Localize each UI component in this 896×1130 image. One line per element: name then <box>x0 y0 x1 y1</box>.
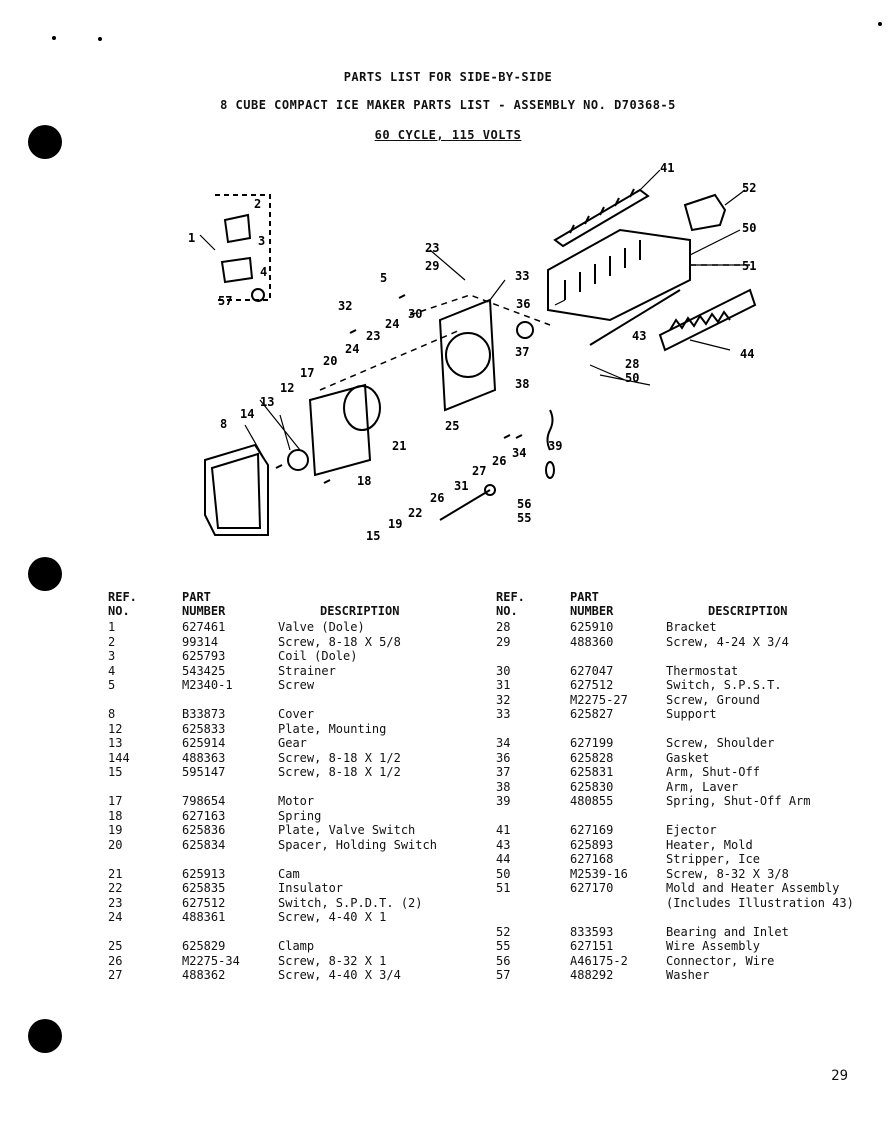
part-number-cell: 798654 <box>182 794 226 808</box>
ref-header: REF. <box>108 590 137 604</box>
part-number-cell: 627169 <box>570 823 614 837</box>
ref-cell: 1 <box>108 620 116 634</box>
page-number: 29 <box>831 1068 848 1084</box>
mold-assembly-part <box>548 230 690 320</box>
row-gap <box>496 809 876 824</box>
table-row <box>108 794 488 809</box>
table-row <box>108 910 488 925</box>
callout: 57 <box>218 294 233 308</box>
ref-cell: 8 <box>108 707 116 721</box>
part-number-cell: 625828 <box>570 750 614 765</box>
description-cell: Cover <box>278 707 315 721</box>
table-row <box>496 925 876 940</box>
ref-cell: 24 <box>108 910 123 924</box>
part-number-cell: 480855 <box>570 794 614 808</box>
ref-cell: 20 <box>108 837 123 852</box>
description-cell: Washer <box>666 968 710 982</box>
callout: 55 <box>517 511 532 525</box>
description-cell: (Includes Illustration 43) <box>666 895 854 910</box>
ref-cell: 32 <box>496 692 511 707</box>
ref-cell: 22 <box>108 881 123 895</box>
table-row <box>108 736 488 751</box>
description-cell: Arm, Shut-Off <box>666 765 760 779</box>
table-row <box>496 823 876 838</box>
row-gap <box>496 722 876 737</box>
table-row <box>108 649 488 664</box>
callout: 4 <box>260 265 268 279</box>
ref-cell: 38 <box>496 779 511 794</box>
callout: 24 <box>345 342 360 356</box>
description-cell: Connector, Wire <box>666 953 775 968</box>
description-cell: Gasket <box>666 750 710 765</box>
ref-cell: 2 <box>108 634 116 649</box>
ref-cell: 36 <box>496 750 511 765</box>
ref-cell: 25 <box>108 939 123 953</box>
table-row <box>108 678 488 693</box>
callout: 31 <box>454 479 469 493</box>
ref-cell: 51 <box>496 881 511 895</box>
description-cell: Screw, 4-24 X 3/4 <box>666 634 789 649</box>
ref-cell: 30 <box>496 663 511 678</box>
callout: 21 <box>392 439 407 453</box>
part-number-cell: 627512 <box>570 678 614 692</box>
table-row <box>496 881 876 896</box>
callout: 36 <box>516 297 531 311</box>
row-gap <box>496 649 876 664</box>
table-row <box>496 678 876 693</box>
part-number-cell: 488363 <box>182 750 226 765</box>
speck <box>878 22 882 26</box>
table-row <box>108 620 488 635</box>
table-row <box>108 881 488 896</box>
part-number-cell: 625833 <box>182 721 226 736</box>
callout: 22 <box>408 506 423 520</box>
part-number-cell: 625830 <box>570 779 614 794</box>
callout: 56 <box>517 497 532 511</box>
callout: 15 <box>366 529 381 543</box>
part-number-cell: 99314 <box>182 634 219 649</box>
description-cell: Screw <box>278 678 315 692</box>
callout: 13 <box>260 395 275 409</box>
table-row <box>496 838 876 853</box>
part-number-cell: 627199 <box>570 736 614 750</box>
part-number-cell: 488362 <box>182 968 226 982</box>
part-number-cell: 625834 <box>182 837 226 852</box>
row-gap <box>496 910 876 925</box>
table-row <box>108 765 488 780</box>
part-number-cell: 488361 <box>182 910 226 924</box>
callout: 28 <box>625 357 640 371</box>
table-row <box>496 751 876 766</box>
description-cell: Screw, 8-18 X 5/8 <box>278 634 401 649</box>
description-cell: Screw, 4-40 X 3/4 <box>278 968 401 982</box>
callout: 44 <box>740 347 755 361</box>
callout: 5 <box>380 271 388 285</box>
part-number-cell: 625827 <box>570 707 614 721</box>
ref-cell: 18 <box>108 808 123 823</box>
part-number-cell: B33873 <box>182 707 226 721</box>
ref-cell: 26 <box>108 953 123 968</box>
table-row <box>108 968 488 983</box>
callout: 23 <box>425 241 440 255</box>
table-row <box>496 968 876 983</box>
callout: 3 <box>258 234 266 248</box>
parts-list-left <box>108 590 488 983</box>
description-cell: Switch, S.P.S.T. <box>666 678 782 692</box>
description-cell: Screw, 8-32 X 1 <box>278 953 387 968</box>
part-number-cell: M2340-1 <box>182 678 233 692</box>
table-row <box>496 780 876 795</box>
part-number-cell: 627047 <box>570 663 614 678</box>
part-number-cell: 625829 <box>182 939 226 953</box>
wire-assembly-part <box>440 490 490 520</box>
description-cell: Valve (Dole) <box>278 620 365 634</box>
part-number-cell: 625910 <box>570 620 614 634</box>
part-number-cell: 627170 <box>570 881 614 895</box>
table-row <box>496 664 876 679</box>
callout: 37 <box>515 345 530 359</box>
ref-cell: 56 <box>496 953 511 968</box>
row-gap <box>108 780 488 795</box>
callout: 39 <box>548 439 563 453</box>
ref-cell: 39 <box>496 794 511 808</box>
description-cell: Screw, 4-40 X 1 <box>278 910 387 924</box>
part-number-cell: 627163 <box>182 808 226 823</box>
description-cell: Bracket <box>666 620 717 634</box>
ref-cell: 37 <box>496 765 511 779</box>
ref-cell: 144 <box>108 750 130 765</box>
description-cell: Screw, Shoulder <box>666 736 775 750</box>
parts-list-header <box>108 590 488 620</box>
part-header: PART <box>570 590 599 604</box>
description-cell: Switch, S.P.D.T. (2) <box>278 895 423 910</box>
description-cell: Support <box>666 707 717 721</box>
part-number-cell: 627512 <box>182 895 226 910</box>
table-row <box>496 954 876 969</box>
table-row <box>496 867 876 882</box>
description-cell: Clamp <box>278 939 315 953</box>
table-row <box>496 620 876 635</box>
ref-cell: 31 <box>496 678 511 692</box>
callout: 32 <box>338 299 353 313</box>
part-number-cell: M2275-27 <box>570 692 628 707</box>
part-number-cell: 625913 <box>182 866 226 881</box>
callout: 20 <box>323 354 338 368</box>
row-gap <box>108 925 488 940</box>
callout: 38 <box>515 377 530 391</box>
callout: 50 <box>742 221 757 235</box>
ref-cell: 55 <box>496 939 511 953</box>
callout: 25 <box>445 419 460 433</box>
description-cell: Cam <box>278 866 300 881</box>
ref-cell: 15 <box>108 765 123 779</box>
part-number-cell: 625793 <box>182 649 226 663</box>
table-row <box>108 809 488 824</box>
exploded-diagram <box>170 150 790 550</box>
table-row <box>108 954 488 969</box>
ref-cell: 19 <box>108 823 123 837</box>
table-row <box>496 707 876 722</box>
description-cell: Arm, Laver <box>666 779 739 794</box>
callout: 17 <box>300 366 315 380</box>
ref-cell: 27 <box>108 968 123 982</box>
speck <box>52 36 56 40</box>
description-cell: Gear <box>278 736 307 750</box>
callout: 26 <box>430 491 445 505</box>
callout: 2 <box>254 197 262 211</box>
callout: 27 <box>472 464 487 478</box>
table-row <box>108 722 488 737</box>
callout: 41 <box>660 161 675 175</box>
callout: 30 <box>408 307 423 321</box>
description-header: DESCRIPTION <box>320 604 400 618</box>
callout: 52 <box>742 181 757 195</box>
description-cell: Ejector <box>666 823 717 837</box>
ref-cell: 17 <box>108 794 123 808</box>
no-header: NO. <box>496 604 518 618</box>
callout: 18 <box>357 474 372 488</box>
ref-cell: 43 <box>496 837 511 852</box>
motor-part <box>344 386 380 430</box>
description-cell: Stripper, Ice <box>666 852 760 866</box>
title-line-3: 60 CYCLE, 115 VOLTS <box>374 128 522 142</box>
table-row <box>108 838 488 853</box>
callout: 23 <box>366 329 381 343</box>
callout: 14 <box>240 407 255 421</box>
part-number-cell: 833593 <box>570 924 614 939</box>
connector-part <box>546 462 554 478</box>
no-header: NO. <box>108 604 130 618</box>
description-cell: Thermostat <box>666 663 739 678</box>
ref-cell: 33 <box>496 707 511 721</box>
description-cell: Heater, Mold <box>666 837 753 852</box>
table-row <box>496 736 876 751</box>
part-number-cell: 627168 <box>570 852 614 866</box>
table-row <box>108 635 488 650</box>
ref-cell: 4 <box>108 663 116 678</box>
valve-part <box>225 215 250 242</box>
binder-hole <box>28 1019 62 1053</box>
table-row <box>108 751 488 766</box>
description-header: DESCRIPTION <box>708 604 788 618</box>
part-number-cell: 625914 <box>182 736 226 750</box>
table-row <box>108 823 488 838</box>
description-cell: Spacer, Holding Switch <box>278 837 437 852</box>
part-number-cell: M2539-16 <box>570 866 628 881</box>
gear-part <box>288 450 308 470</box>
callout: 33 <box>515 269 530 283</box>
callout: 8 <box>220 417 228 431</box>
row-gap <box>108 693 488 708</box>
part-number-cell: 543425 <box>182 663 226 678</box>
table-row <box>496 896 876 911</box>
part-number-cell: 625831 <box>570 765 614 779</box>
ref-cell: 12 <box>108 721 123 736</box>
title-line-2: 8 CUBE COMPACT ICE MAKER PARTS LIST - ASSEMBLY NO. D70368-5 <box>220 98 676 112</box>
table-row <box>496 635 876 650</box>
description-cell: Insulator <box>278 881 344 895</box>
part-number-cell: A46175-2 <box>570 953 628 968</box>
part-number-cell: 625836 <box>182 823 226 837</box>
parts-list-right <box>496 590 876 983</box>
callout: 26 <box>492 454 507 468</box>
callout: 34 <box>512 446 527 460</box>
table-row <box>496 939 876 954</box>
gasket-part <box>517 322 533 338</box>
description-cell: Spring <box>278 808 322 823</box>
part-number-cell: 595147 <box>182 765 226 779</box>
parts-list-header <box>496 590 876 620</box>
table-row <box>496 693 876 708</box>
description-cell: Screw, Ground <box>666 692 760 707</box>
description-cell: Wire Assembly <box>666 939 760 953</box>
part-number-cell: 488360 <box>570 634 614 649</box>
ref-cell: 50 <box>496 866 511 881</box>
ref-cell: 41 <box>496 823 511 837</box>
number-header: NUMBER <box>182 604 226 618</box>
callout: 29 <box>425 259 440 273</box>
row-gap <box>108 852 488 867</box>
description-cell: Screw, 8-18 X 1/2 <box>278 765 401 779</box>
table-row <box>108 707 488 722</box>
table-row <box>496 765 876 780</box>
ref-cell: 57 <box>496 968 511 982</box>
description-cell: Coil (Dole) <box>278 649 358 663</box>
support-part <box>440 300 495 410</box>
ref-cell: 29 <box>496 634 511 649</box>
description-cell: Mold and Heater Assembly <box>666 881 840 895</box>
description-cell: Screw, 8-18 X 1/2 <box>278 750 401 765</box>
speck <box>98 37 102 41</box>
callout: 50 <box>625 371 640 385</box>
table-row <box>496 794 876 809</box>
ref-cell: 21 <box>108 866 123 881</box>
ref-header: REF. <box>496 590 525 604</box>
ref-cell: 34 <box>496 736 511 750</box>
ejector-part <box>555 190 648 246</box>
part-number-cell: M2275-34 <box>182 953 240 968</box>
table-row <box>108 867 488 882</box>
callout: 12 <box>280 381 295 395</box>
description-cell: Bearing and Inlet <box>666 924 789 939</box>
description-cell: Spring, Shut-Off Arm <box>666 794 811 808</box>
callout: 51 <box>742 259 757 273</box>
description-cell: Plate, Valve Switch <box>278 823 416 837</box>
description-cell: Plate, Mounting <box>278 721 387 736</box>
binder-hole <box>28 557 62 591</box>
table-row <box>496 852 876 867</box>
description-cell: Screw, 8-32 X 3/8 <box>666 866 789 881</box>
ref-cell: 3 <box>108 649 116 663</box>
ref-cell: 23 <box>108 895 123 910</box>
callout: 19 <box>388 517 403 531</box>
number-header: NUMBER <box>570 604 614 618</box>
callout: 24 <box>385 317 400 331</box>
part-number-cell: 625835 <box>182 881 226 895</box>
ref-cell: 5 <box>108 678 116 692</box>
ref-cell: 44 <box>496 852 511 866</box>
description-cell: Strainer <box>278 663 336 678</box>
ref-cell: 52 <box>496 924 511 939</box>
table-row <box>108 896 488 911</box>
title-line-1: PARTS LIST FOR SIDE-BY-SIDE <box>343 70 553 84</box>
support-hub <box>446 333 490 377</box>
part-number-cell: 488292 <box>570 968 614 982</box>
table-row <box>108 664 488 679</box>
part-number-cell: 627151 <box>570 939 614 953</box>
bearing-inlet-part <box>685 195 725 230</box>
ref-cell: 13 <box>108 736 123 750</box>
part-header: PART <box>182 590 211 604</box>
table-row <box>108 939 488 954</box>
ref-cell: 28 <box>496 620 511 634</box>
callout: 43 <box>632 329 647 343</box>
description-cell: Motor <box>278 794 315 808</box>
part-number-cell: 627461 <box>182 620 226 634</box>
part-number-cell: 625893 <box>570 837 614 852</box>
callout: 1 <box>188 231 196 245</box>
